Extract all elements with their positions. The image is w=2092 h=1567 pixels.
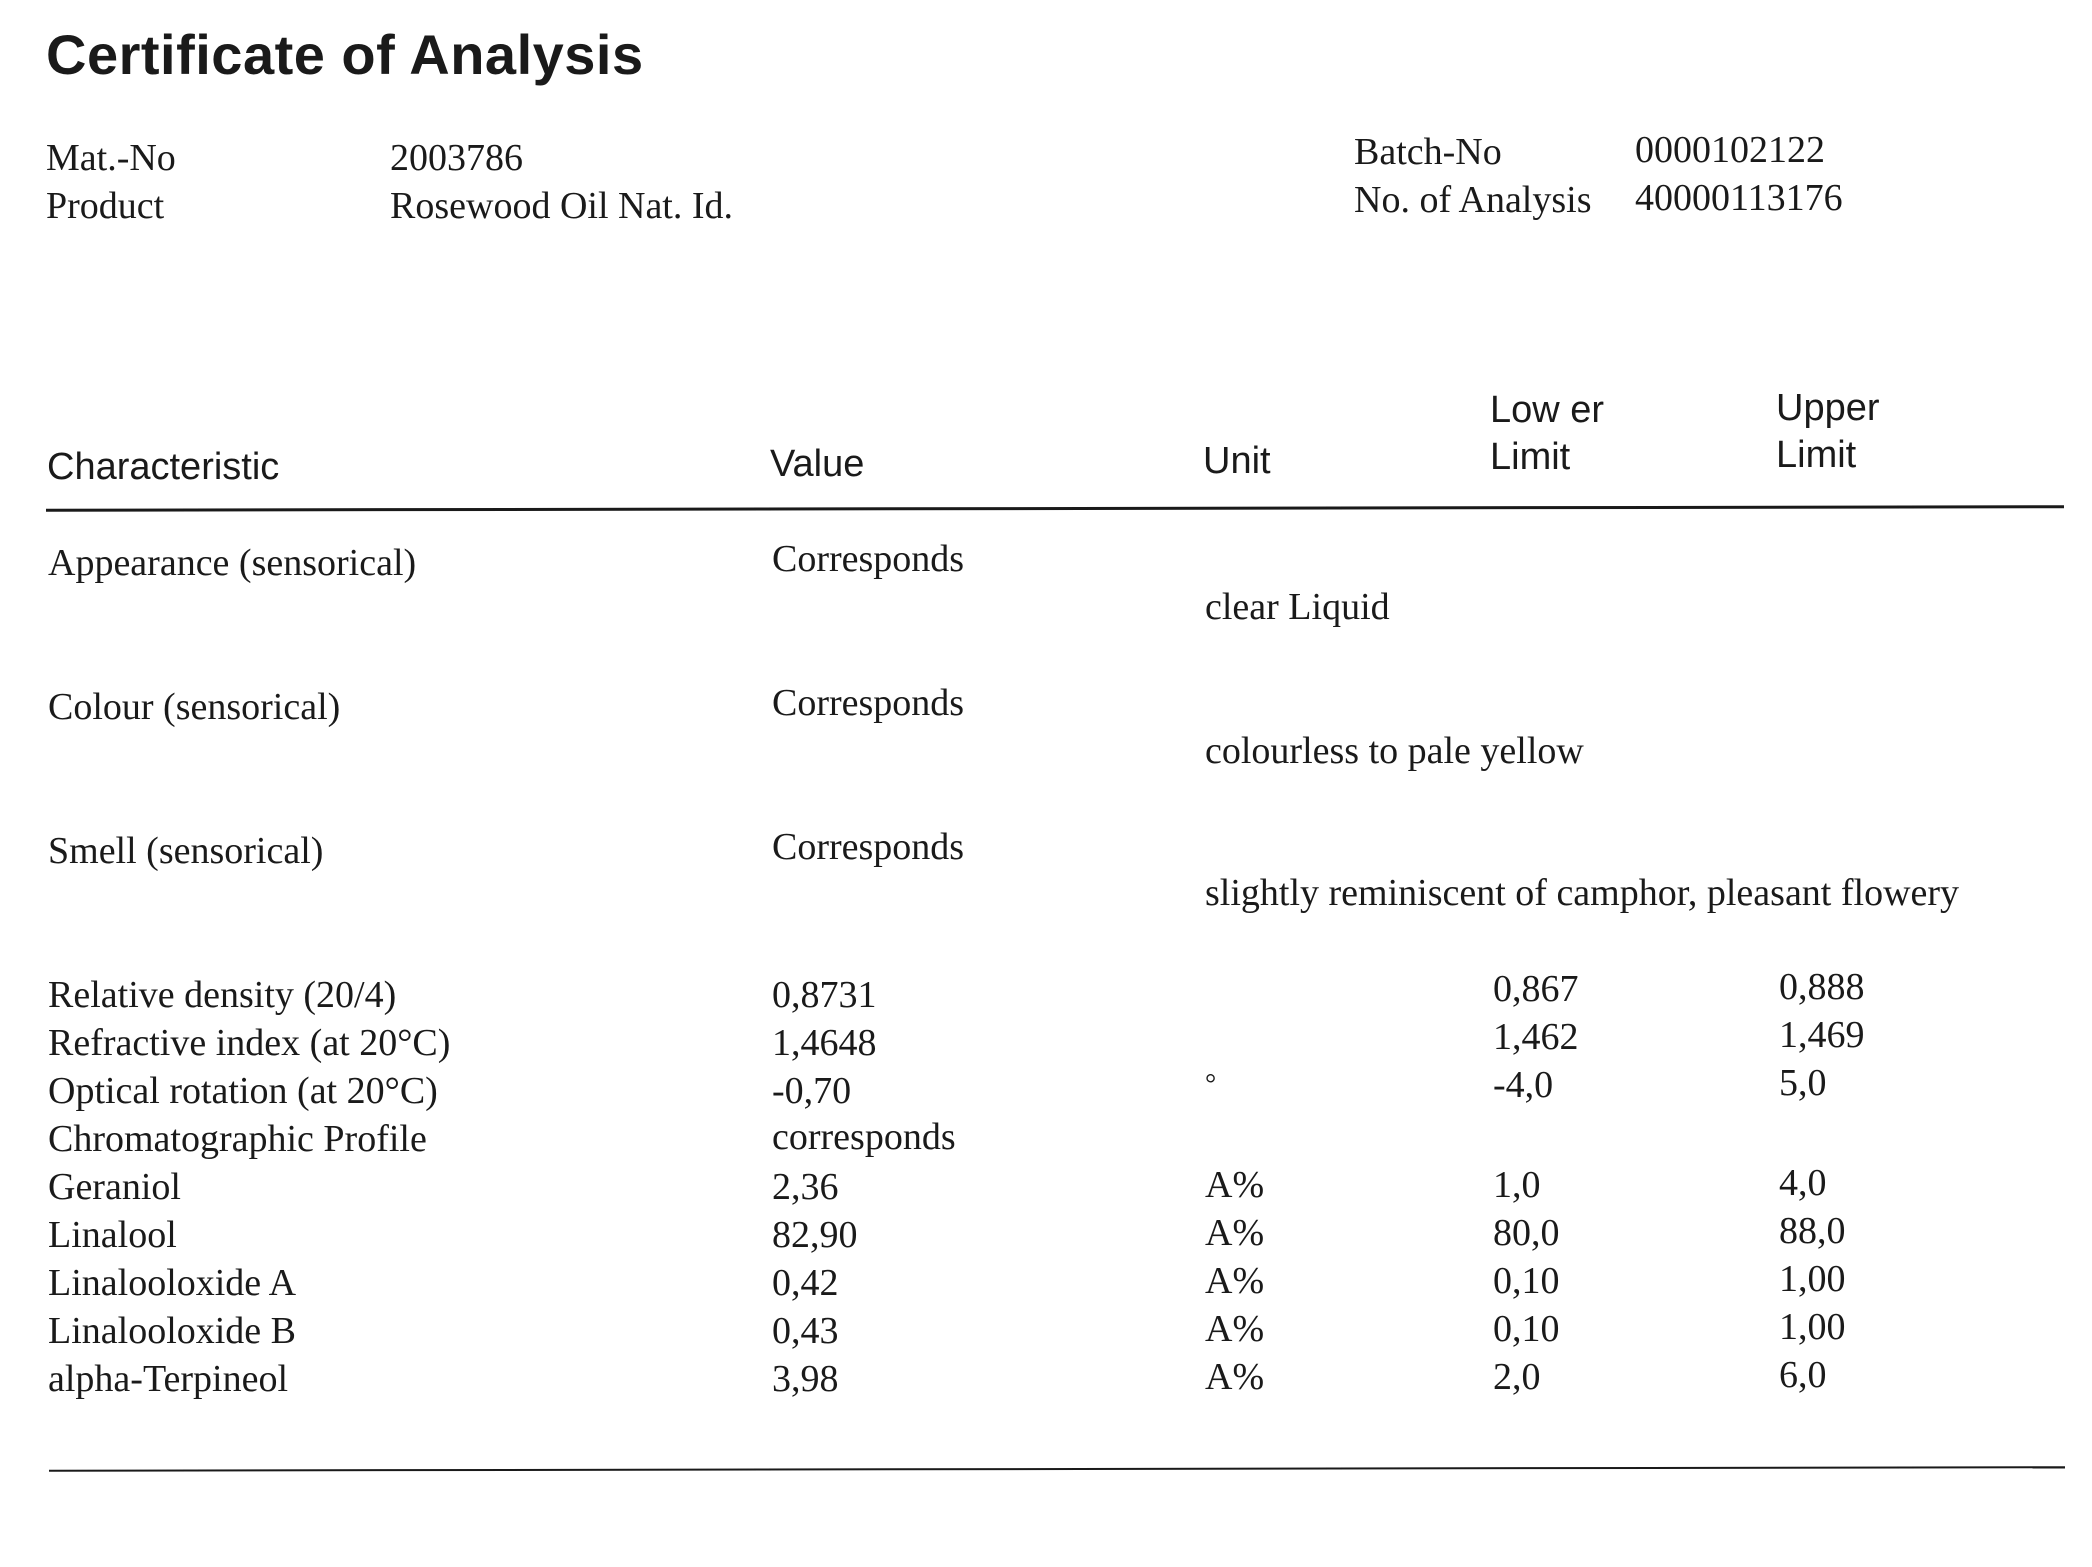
column-header-unit: Unit [1203,440,1271,482]
batch-no-label: Batch-No [1354,131,1502,173]
unit-cell: A% [1205,1260,1265,1302]
column-header-lower-line1: Low er [1490,389,1605,431]
characteristic-cell: Refractive index (at 20°C) [48,1022,451,1064]
table-row [0,538,2092,628]
unit-cell: A% [1205,1356,1265,1398]
value-cell: 0,42 [772,1262,839,1304]
lower-limit-cell: 0,10 [1493,1308,1560,1350]
analysis-no-label: No. of Analysis [1354,179,1592,221]
table-row [0,1117,2092,1165]
characteristic-cell: Optical rotation (at 20°C) [48,1070,438,1112]
product-value: Rosewood Oil Nat. Id. [390,185,734,227]
value-cell: Corresponds [772,682,965,724]
upper-limit-cell: 6,0 [1779,1354,1827,1396]
upper-limit-cell: 1,00 [1779,1258,1846,1300]
table-row [0,682,2092,772]
column-header-lower-limit [1490,387,1604,481]
unit-cell: A% [1205,1308,1265,1350]
column-header-lower-line2: Limit [1490,436,1571,478]
upper-limit-cell: 1,00 [1779,1306,1846,1348]
value-cell: 0,8731 [772,974,877,1016]
spec-cell: clear Liquid [1205,586,1390,628]
table-row [0,1306,2092,1357]
batch-no-value: 0000102122 [1635,129,1825,171]
table-row [0,1162,2092,1213]
header-rule [46,505,2064,512]
characteristic-cell: Chromatographic Profile [48,1118,427,1160]
column-header-upper-line1: Upper [1776,387,1880,429]
unit-cell: ° [1205,1069,1217,1100]
column-header-characteristic: Characteristic [47,446,280,488]
value-cell: Corresponds [772,538,965,580]
characteristic-cell: Smell (sensorical) [48,830,324,872]
lower-limit-cell: 0,10 [1493,1260,1560,1302]
table-row [0,1210,2092,1261]
upper-limit-cell: 1,469 [1779,1014,1865,1056]
upper-limit-cell: 5,0 [1779,1062,1827,1104]
product-label: Product [46,185,165,227]
value-cell: -0,70 [772,1070,852,1112]
column-header-upper-line2: Limit [1776,434,1857,476]
table-row [0,1354,2092,1405]
characteristic-cell: Linalooloxide B [48,1310,297,1352]
spec-cell: slightly reminiscent of camphor, pleasant flowery [1205,872,1960,914]
characteristic-cell: Linalooloxide A [48,1262,297,1304]
upper-limit-cell: 88,0 [1779,1210,1846,1252]
lower-limit-cell: 2,0 [1493,1356,1541,1398]
upper-limit-cell: 0,888 [1779,966,1865,1008]
value-cell: 2,36 [772,1166,839,1208]
upper-limit-cell: 4,0 [1779,1162,1827,1204]
footer-rule [49,1466,2065,1472]
characteristic-cell: Relative density (20/4) [48,974,397,1016]
value-cell: 0,43 [772,1310,839,1352]
characteristic-cell: Linalool [48,1214,177,1256]
unit-cell: A% [1205,1164,1265,1206]
document-title: Certificate of Analysis [46,23,644,86]
table-row [0,826,2092,914]
value-cell: Corresponds [772,826,965,868]
value-cell: 3,98 [772,1358,839,1400]
column-header-upper-limit [1776,385,1880,479]
characteristic-cell: alpha-Terpineol [48,1358,289,1400]
mat-no-label: Mat.-No [46,137,176,179]
lower-limit-cell: 80,0 [1493,1212,1560,1254]
value-cell: 82,90 [772,1214,858,1256]
lower-limit-cell: 1,462 [1493,1016,1579,1058]
lower-limit-cell: 0,867 [1493,968,1579,1010]
spec-cell: colourless to pale yellow [1205,730,1584,772]
value-cell: corresponds [772,1116,956,1158]
analysis-no-value: 40000113176 [1635,177,1843,219]
unit-cell: A% [1205,1212,1265,1254]
lower-limit-cell: -4,0 [1493,1064,1554,1106]
table-row [0,1258,2092,1309]
mat-no-value: 2003786 [390,137,523,179]
column-header-value: Value [770,443,865,485]
characteristic-cell: Appearance (sensorical) [48,542,417,584]
characteristic-cell: Colour (sensorical) [48,686,341,728]
characteristic-cell: Geraniol [48,1166,181,1208]
lower-limit-cell: 1,0 [1493,1164,1541,1206]
table-row [0,1062,2092,1117]
value-cell: 1,4648 [772,1022,877,1064]
